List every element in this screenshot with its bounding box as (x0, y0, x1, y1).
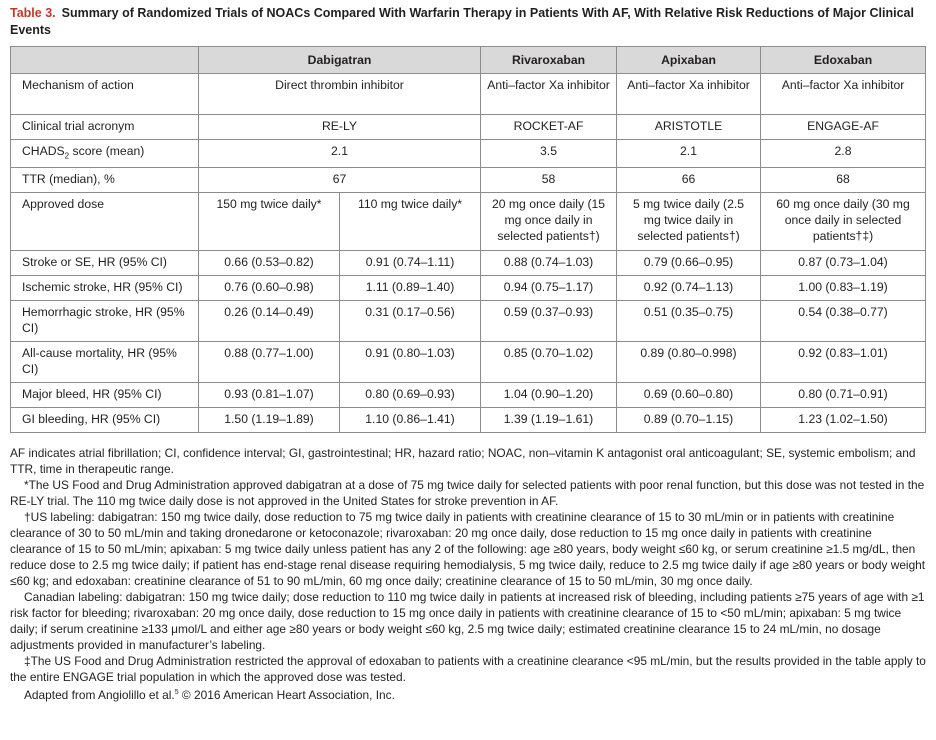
table-cell: 0.91 (0.80–1.03) (340, 342, 481, 383)
table-cell: 0.66 (0.53–0.82) (199, 251, 340, 276)
table-cell: ARISTOTLE (617, 115, 761, 140)
adapted-prefix: Adapted from Angiolillo et al. (24, 687, 175, 702)
row-label: Approved dose (11, 193, 199, 251)
table-row (11, 276, 926, 301)
table-cell: 0.80 (0.69–0.93) (340, 383, 481, 408)
table-cell: 1.10 (0.86–1.41) (340, 408, 481, 433)
row-label: TTR (median), % (11, 168, 199, 193)
table-row (11, 383, 926, 408)
row-label: Hemorrhagic stroke, HR (95% CI) (11, 301, 199, 342)
table-cell: RE-LY (199, 115, 481, 140)
table-cell: 1.04 (0.90–1.20) (481, 383, 617, 408)
footnote-double-dagger: ‡The US Food and Drug Administration restricted the approval of edoxaban to patients with a creatinine clearance <95 mL/min, but the results provided in the table apply to the entire ENGAGE trial population in which the approved dose was tested. (10, 654, 926, 684)
table-cell: 0.76 (0.60–0.98) (199, 276, 340, 301)
table-row (11, 342, 926, 383)
table-cell: 0.59 (0.37–0.93) (481, 301, 617, 342)
chads-label-rest: score (mean) (69, 144, 145, 158)
table-cell: 0.88 (0.74–1.03) (481, 251, 617, 276)
footnote-abbreviations: AF indicates atrial fibrillation; CI, confidence interval; GI, gastrointestinal; HR, hazard ratio; NOAC, non–vitamin K antagonist oral anticoagulant; SE, systemic embolism; and TTR, time in therapeutic range. (10, 446, 916, 476)
table-cell: 0.91 (0.74–1.11) (340, 251, 481, 276)
table-cell: 68 (761, 168, 926, 193)
table-footnotes (10, 445, 926, 703)
adapted-ref: 5 (174, 689, 179, 696)
table-cell: 0.88 (0.77–1.00) (199, 342, 340, 383)
table-cell: 1.00 (0.83–1.19) (761, 276, 926, 301)
table-row (11, 408, 926, 433)
header-row (11, 47, 926, 74)
chads-label-main: CHADS (22, 144, 65, 158)
table-cell: 150 mg twice daily* (199, 193, 340, 251)
table-cell: 2.1 (199, 140, 481, 168)
table-cell: 0.51 (0.35–0.75) (617, 301, 761, 342)
table-label: Table 3. (10, 6, 56, 20)
table-cell: 2.1 (617, 140, 761, 168)
table-cell: 0.92 (0.83–1.01) (761, 342, 926, 383)
table-row (11, 168, 926, 193)
table-cell: Direct thrombin inhibitor (199, 74, 481, 115)
table-cell: 0.79 (0.66–0.95) (617, 251, 761, 276)
row-label: Ischemic stroke, HR (95% CI) (11, 276, 199, 301)
table-row (11, 74, 926, 115)
row-label (11, 140, 199, 168)
row-label: Major bleed, HR (95% CI) (11, 383, 199, 408)
table-cell: 3.5 (481, 140, 617, 168)
table-cell: 0.94 (0.75–1.17) (481, 276, 617, 301)
table-row (11, 301, 926, 342)
table-cell: 67 (199, 168, 481, 193)
table-caption (10, 5, 926, 39)
table-cell: 0.69 (0.60–0.80) (617, 383, 761, 408)
table-cell: 0.89 (0.70–1.15) (617, 408, 761, 433)
row-label: Mechanism of action (11, 74, 199, 115)
table-cell: Anti–factor Xa inhibitor (481, 74, 617, 115)
row-label: Stroke or SE, HR (95% CI) (11, 251, 199, 276)
header-blank (11, 47, 199, 74)
row-label: Clinical trial acronym (11, 115, 199, 140)
table-cell: ROCKET-AF (481, 115, 617, 140)
footnote-dagger: †US labeling: dabigatran: 150 mg twice daily, dose reduction to 75 mg twice daily in patients with creatinine clearance of 15 to 30 mL/min or in patients with creatinine clearance of 30 to 50 mL/min and taking dronedarone or ketoconazole; rivaroxaban: 20 mg once daily, dose reduction to 15 mg once daily in patients with creatinine clearance of 15 to 50 mL/min; apixaban: 5 mg twice daily unless patient has any 2 of the following: age ≥80 years, body weight ≤60 kg, or serum creatinine ≥1.5 mg/dL, then reduce dose to 2.5 mg twice daily; if patient has end-stage renal disease requiring hemodialysis, 5 mg twice daily, reduce to 2.5 mg twice daily if age ≥80 years or body weight ≤60 kg; and edoxaban: creatinine clearance of 51 to 90 mL/min, 60 mg once daily; creatinine clearance of 15 to 50 mL/min, 30 mg once daily. (10, 510, 926, 588)
table-row (11, 115, 926, 140)
table-cell: 1.11 (0.89–1.40) (340, 276, 481, 301)
row-label: GI bleeding, HR (95% CI) (11, 408, 199, 433)
table-cell: 60 mg once daily (30 mg once daily in selected patients†‡) (761, 193, 926, 251)
adapted-suffix: © 2016 American Heart Association, Inc. (178, 687, 395, 702)
header-edoxaban: Edoxaban (761, 47, 926, 74)
table-row (11, 193, 926, 251)
table-cell: 0.89 (0.80–0.998) (617, 342, 761, 383)
table-cell: 0.26 (0.14–0.49) (199, 301, 340, 342)
table-cell: 58 (481, 168, 617, 193)
table-cell: 0.93 (0.81–1.07) (199, 383, 340, 408)
table-cell: 20 mg once daily (15 mg once daily in selected patients†) (481, 193, 617, 251)
table-cell: 5 mg twice daily (2.5 mg twice daily in selected patients†) (617, 193, 761, 251)
table-cell: 1.23 (1.02–1.50) (761, 408, 926, 433)
header-apixaban: Apixaban (617, 47, 761, 74)
table-cell: 0.54 (0.38–0.77) (761, 301, 926, 342)
table-cell: 0.31 (0.17–0.56) (340, 301, 481, 342)
noac-trials-table (10, 46, 926, 433)
chads-label-sub: 2 (64, 151, 70, 161)
table-cell: 110 mg twice daily* (340, 193, 481, 251)
table-row (11, 140, 926, 168)
footnote-canadian: Canadian labeling: dabigatran: 150 mg twice daily; dose reduction to 110 mg twice daily in patients at increased risk of bleeding, including patients ≥75 years of age with ≥1 risk factor for bleeding; rivaroxaban: 20 mg once daily, dose reduction to 15 mg once daily in patients with creatinine clearance of 15 to <50 mL/min; apixaban: 5 mg twice daily; if serum creatinine ≥133 μmol/L and either age ≥80 years or body weight ≤60 kg, 2.5 mg twice daily; estimated creatinine clearance 15 to 24 mL/min, no dosage adjustments provided in manufacturer’s labeling. (10, 590, 925, 652)
table-cell: ENGAGE-AF (761, 115, 926, 140)
table-title: Summary of Randomized Trials of NOACs Compared With Warfarin Therapy in Patients With AF, With Relative Risk Reductions of Major Clinical Events (10, 6, 914, 37)
header-dabigatran: Dabigatran (199, 47, 481, 74)
table-cell: 0.92 (0.74–1.13) (617, 276, 761, 301)
table-cell: 0.87 (0.73–1.04) (761, 251, 926, 276)
footnote-adapted (10, 685, 926, 703)
table-row (11, 251, 926, 276)
table-cell: Anti–factor Xa inhibitor (761, 74, 926, 115)
table-cell: 1.50 (1.19–1.89) (199, 408, 340, 433)
table-cell: 0.80 (0.71–0.91) (761, 383, 926, 408)
footnote-star: *The US Food and Drug Administration approved dabigatran at a dose of 75 mg twice daily for selected patients with poor renal function, but this dose was not tested in the RE-LY trial. The 110 mg twice daily dose is not approved in the United States for stroke prevention in AF. (10, 478, 925, 508)
table-cell: 0.85 (0.70–1.02) (481, 342, 617, 383)
table-cell: Anti–factor Xa inhibitor (617, 74, 761, 115)
header-rivaroxaban: Rivaroxaban (481, 47, 617, 74)
table-cell: 2.8 (761, 140, 926, 168)
row-label: All-cause mortality, HR (95% CI) (11, 342, 199, 383)
table-cell: 1.39 (1.19–1.61) (481, 408, 617, 433)
table-cell: 66 (617, 168, 761, 193)
